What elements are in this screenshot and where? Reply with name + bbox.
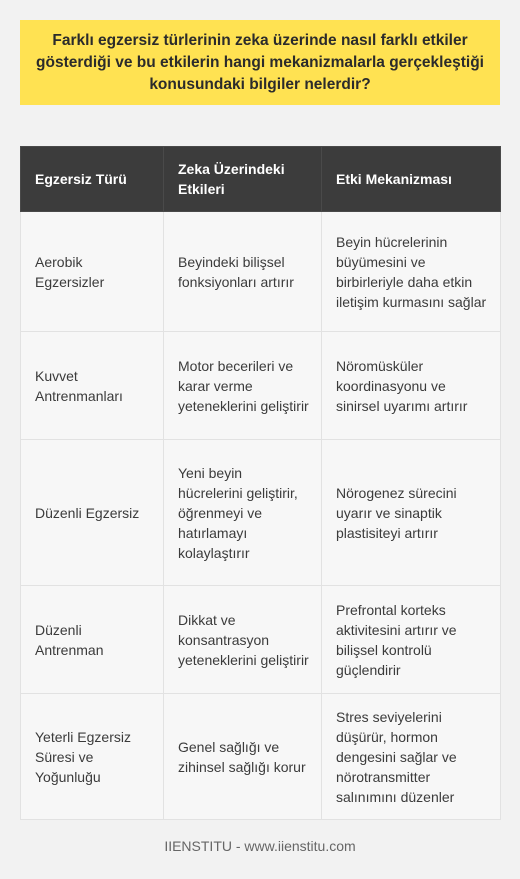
- exercise-effects-table: [20, 146, 501, 820]
- table-row: [21, 586, 501, 694]
- question-title: Farklı egzersiz türlerinin zeka üzerinde nasıl farklı etkiler gösterdiği ve bu etkilerin hangi mekanizmalarla gerçekleştiği konusundaki bilgiler nelerdir?: [36, 31, 484, 93]
- cell-effects: Beyindeki bilişsel fonksiyonları artırır: [164, 212, 322, 332]
- cell-effects: Yeni beyin hücrelerini geliştirir, öğrenmeyi ve hatırlamayı kolaylaştırır: [164, 440, 322, 586]
- table-header-row: [21, 147, 501, 212]
- table-row: [21, 694, 501, 820]
- header-mechanism: Etki Mekanizması: [322, 147, 501, 212]
- table-row: [21, 212, 501, 332]
- cell-exercise-type: Yeterli Egzersiz Süresi ve Yoğunluğu: [21, 694, 164, 820]
- cell-mechanism: Stres seviyelerini düşürür, hormon dengesini sağlar ve nörotransmitter salınımını düzenler: [322, 694, 501, 820]
- table-row: [21, 332, 501, 440]
- cell-exercise-type: Kuvvet Antrenmanları: [21, 332, 164, 440]
- cell-exercise-type: Düzenli Antrenman: [21, 586, 164, 694]
- footer-credit: IIENSTITU - www.iienstitu.com: [164, 838, 356, 854]
- cell-mechanism: Beyin hücrelerinin büyümesini ve birbirleriyle daha etkin iletişim kurmasını sağlar: [322, 212, 501, 332]
- table-row: [21, 440, 501, 586]
- cell-mechanism: Prefrontal korteks aktivitesini artırır ve bilişsel kontrolü güçlendirir: [322, 586, 501, 694]
- cell-effects: Genel sağlığı ve zihinsel sağlığı korur: [164, 694, 322, 820]
- cell-exercise-type: Düzenli Egzersiz: [21, 440, 164, 586]
- cell-exercise-type: Aerobik Egzersizler: [21, 212, 164, 332]
- header-exercise-type: Egzersiz Türü: [21, 147, 164, 212]
- cell-effects: Dikkat ve konsantrasyon yeteneklerini geliştirir: [164, 586, 322, 694]
- header-effects: Zeka Üzerindeki Etkileri: [164, 147, 322, 212]
- cell-mechanism: Nöromüsküler koordinasyonu ve sinirsel uyarımı artırır: [322, 332, 501, 440]
- cell-mechanism: Nörogenez sürecini uyarır ve sinaptik plastisiteyi artırır: [322, 440, 501, 586]
- cell-effects: Motor becerileri ve karar verme yeteneklerini geliştirir: [164, 332, 322, 440]
- question-banner: [20, 20, 500, 105]
